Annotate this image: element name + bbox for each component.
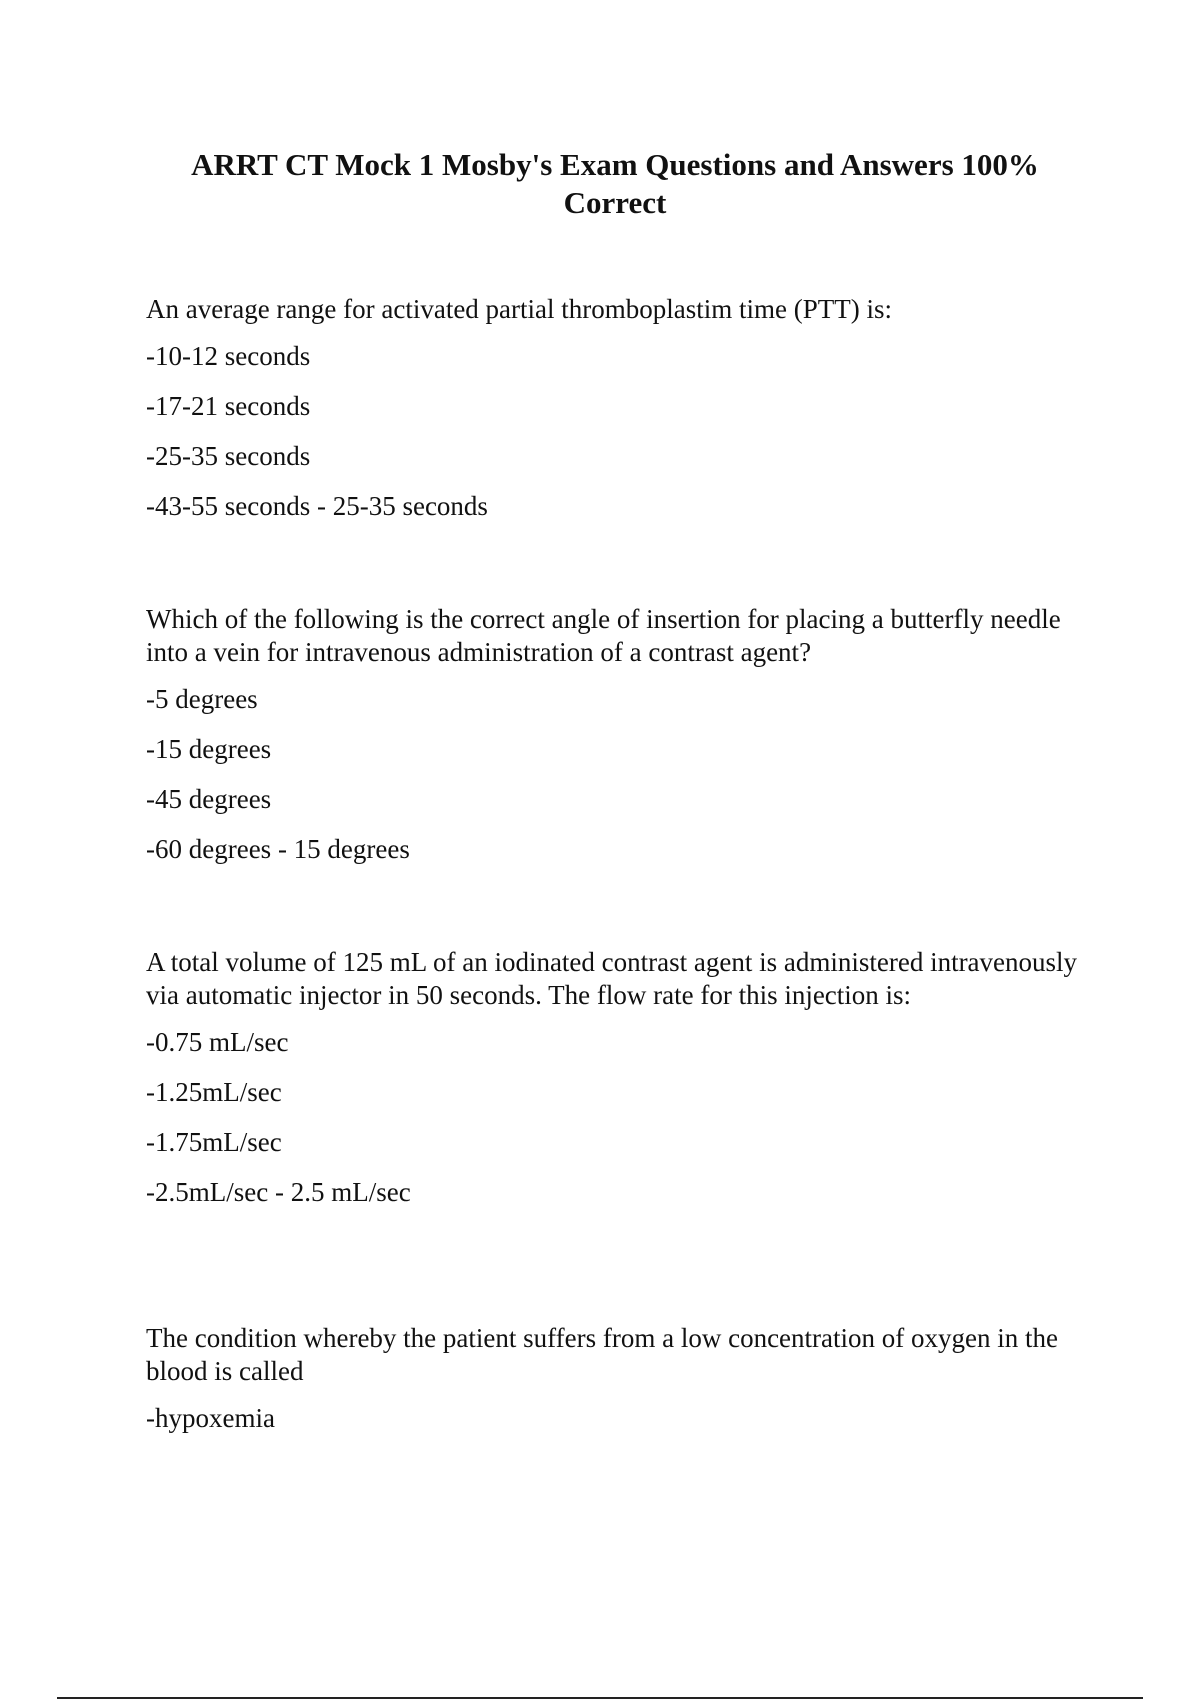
answer-option: -hypoxemia [146, 1403, 275, 1433]
question-text: An average range for activated partial thromboplastim time (PTT) is: [146, 294, 892, 324]
question-block-2 [146, 603, 1086, 883]
answer-option: -25-35 seconds [146, 441, 311, 471]
answer-option: -10-12 seconds [146, 341, 311, 371]
answer-option: -1.25mL/sec [146, 1077, 282, 1107]
question-text: A total volume of 125 mL of an iodinated contrast agent is administered intravenously via automatic injector in 50 seconds. The flow rate for this injection is: [146, 947, 1078, 1010]
document-title: ARRT CT Mock 1 Mosby's Exam Questions and Answers 100% Correct [191, 147, 1039, 220]
answer-option: -17-21 seconds [146, 391, 311, 421]
question-text: The condition whereby the patient suffers from a low concentration of oxygen in the blood is called [146, 1323, 1058, 1386]
footer-divider [57, 1697, 1143, 1699]
question-block-4 [146, 1322, 1086, 1452]
answer-option: -2.5mL/sec - 2.5 mL/sec [146, 1177, 411, 1207]
answer-option: -0.75 mL/sec [146, 1027, 289, 1057]
question-text: Which of the following is the correct angle of insertion for placing a butterfly needle into a vein for intravenous administration of a contrast agent? [146, 604, 1061, 667]
answer-option: -60 degrees - 15 degrees [146, 834, 410, 864]
answer-option: -1.75mL/sec [146, 1127, 282, 1157]
question-block-1 [146, 293, 1086, 540]
answer-option: -45 degrees [146, 784, 272, 814]
question-block-3 [146, 946, 1086, 1226]
answer-option: -43-55 seconds - 25-35 seconds [146, 491, 488, 521]
answer-option: -5 degrees [146, 684, 258, 714]
answer-option: -15 degrees [146, 734, 272, 764]
